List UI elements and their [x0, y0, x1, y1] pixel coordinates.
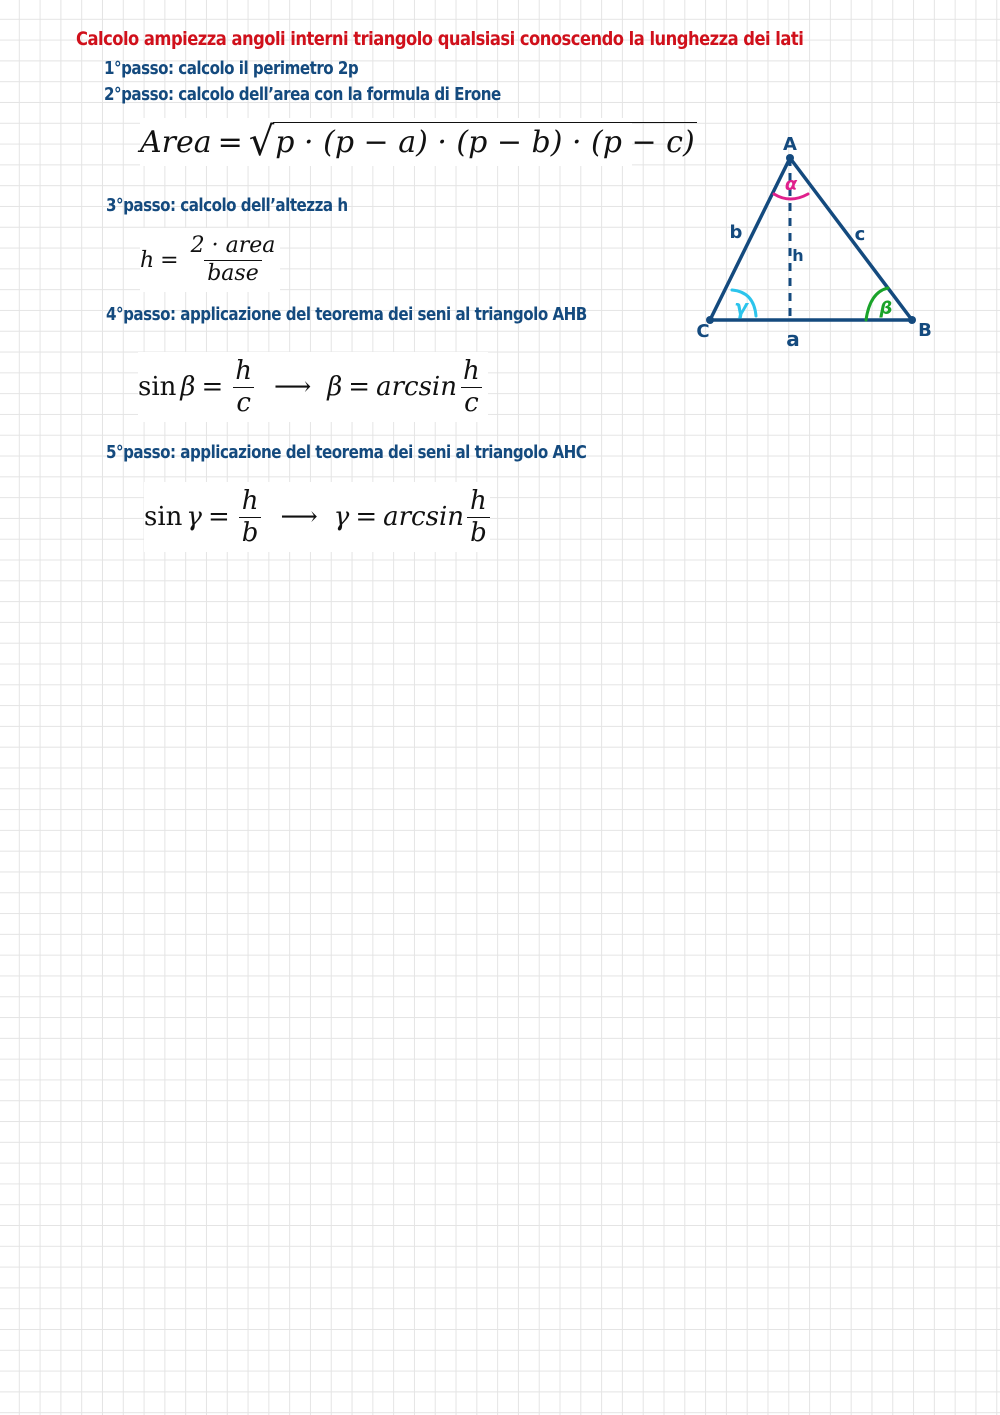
equals-sign: = [217, 124, 243, 160]
equals-sign: = [355, 502, 378, 532]
vertex-a-label: A [783, 134, 797, 155]
vertex-b-label: B [918, 320, 932, 341]
fraction-numerator: h [241, 485, 259, 516]
fraction-numerator: h [463, 355, 480, 386]
sin-function: sin [138, 372, 177, 402]
step-5-heading: 5°passo: applicazione del teorema dei seni al triangolo AHC [106, 442, 587, 463]
beta-symbol-rhs: β [327, 372, 343, 402]
gamma-label: γ [734, 295, 748, 319]
beta-symbol: β [180, 372, 196, 402]
equals-sign: = [201, 372, 224, 402]
side-c-line [790, 158, 912, 320]
implies-arrow-icon: ⟶ [280, 502, 318, 532]
alpha-label: α [784, 174, 798, 195]
area-lhs: Area [140, 124, 212, 160]
side-a-label: a [786, 327, 800, 351]
vertex-a-dot [786, 154, 794, 162]
radical-sign-icon: √ [248, 119, 275, 165]
triangle-diagram [690, 128, 950, 358]
beta-formula [138, 352, 488, 422]
side-b-label: b [729, 222, 743, 243]
gamma-symbol-rhs: γ [333, 502, 350, 532]
side-c-label: c [854, 224, 866, 245]
fraction-denominator: c [461, 387, 482, 418]
step-2-heading: 2°passo: calcolo dell’area con la formula di Erone [104, 84, 501, 105]
step-3-heading: 3°passo: calcolo dell’altezza h [106, 195, 348, 216]
page-title: Calcolo ampiezza angoli interni triangolo qualsiasi conoscendo la lunghezza dei lati [76, 28, 804, 50]
beta-arcsin-fraction [460, 357, 483, 417]
gamma-arcsin-fraction [467, 487, 490, 547]
arcsin-function: arcsin [376, 372, 457, 402]
height-fraction [188, 234, 279, 285]
square-root [248, 119, 697, 165]
fraction-numerator: 2 · area [190, 233, 276, 259]
height-formula [140, 228, 280, 292]
gamma-fraction [239, 487, 262, 547]
fraction-denominator: base [204, 260, 262, 286]
step-4-heading: 4°passo: applicazione del teorema dei seni al triangolo AHB [106, 304, 587, 325]
sin-function: sin [144, 502, 183, 532]
radicand: p · (p − a) · (p − b) · (p − c) [273, 122, 696, 162]
height-label: h [792, 246, 804, 265]
vertex-b-dot [908, 316, 916, 324]
fraction-numerator: h [470, 485, 487, 516]
step-1-heading: 1°passo: calcolo il perimetro 2p [104, 58, 359, 79]
fraction-denominator: c [233, 387, 254, 418]
vertex-c-label: C [696, 321, 710, 342]
arcsin-function: arcsin [383, 502, 465, 532]
equals-sign: = [160, 247, 179, 273]
equals-sign: = [207, 502, 230, 532]
equals-sign: = [348, 372, 371, 402]
gamma-symbol: γ [186, 502, 202, 532]
beta-label: β [879, 298, 893, 319]
fraction-numerator: h [235, 355, 252, 386]
heron-formula [140, 118, 695, 166]
fraction-denominator: b [239, 517, 262, 548]
height-lhs: h [140, 247, 155, 273]
gamma-formula [144, 482, 490, 552]
fraction-denominator: b [467, 517, 490, 548]
beta-fraction [232, 357, 255, 417]
side-b-line [710, 158, 790, 320]
implies-arrow-icon: ⟶ [273, 372, 312, 402]
